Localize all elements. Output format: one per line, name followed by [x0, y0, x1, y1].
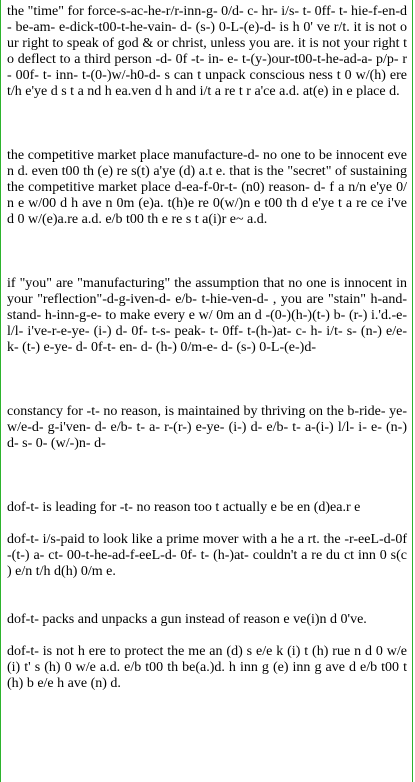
paragraph-gap	[7, 356, 407, 404]
document-body	[7, 4, 407, 692]
paragraph-3: if "you" are "manufacturing" the assumption that no one is innocent in your "reflection"-d-g-iven-d- e/b- t-hie-ven-d- , you are "stain" h-and- stand- h-inn-g-e- to make every e w/ 0m an d -(0-)(h-)(t-) b- (r-) i.'d.-e- l/l- i've-r-e-ye- (i-) d- 0f- t-s- peak- t- 0ff- t-(h-)at- c- h- i/t- s- (n-) e/e- k- (t-) e-ye- d- 0f-t- en- d- (h-) 0/m-e- d- (s-) 0-L-(e-)d-	[7, 276, 407, 355]
paragraph-1: the "time" for force-s-ac-he-r/r-inn-g- 0/d- c- hr- i/s- t- 0ff- t- hie-f-en-d- be-am- e-dick-t00-t-he-vain- d- (s-) 0-L-(e)-d- is h 0' ve r/t. it is not our right to speak of god & or christ, unless you are. it is not your right to deflect to a third person -d- 0f -t- in- e- t-(y-)our-t00-t-he-ad-a- p/p- r- 00f- t- inn- t-(0-)w/-h0-d- s can t unpack conscious ness t 0 w/(h) ere t/h e'ye d s t a nd h ea.ven d h and i/t a re t r a'ce a.d. at(e) in e place d.	[7, 4, 407, 99]
paragraph-gap	[7, 100, 407, 148]
paragraph-2: the competitive market place manufacture-d- no one to be innocent even d. even t00 th (e) re s(t) a'ye (d) a.t e. that is the "secret" of sustaining the competitive market place d-ea-f-0r-t- (n0) reason- d- f a n/n e'ye 0/n e w/00 d h ave n 0m (e)a. t(h)e re 0(w/)n e t00 th d e'ye t a re ce i've d 0 w/(e)a.re a.d. e/b t00 th e re s t a(i)r e~ a.d.	[7, 148, 407, 227]
paragraph-gap	[7, 228, 407, 276]
paragraph-4: constancy for -t- no reason, is maintained by thriving on the b-ride- ye-w/e-d- g-i'ven- d- e/b- t- a- r-(r-) e-ye- (i-) d- e/b- t- a-(i-) l/l- i- e- (n-) d- s- 0- (w/-)n- d-	[7, 404, 407, 451]
paragraph-5: dof-t- is leading for -t- no reason too t actually e be en (d)ea.r e	[7, 500, 361, 515]
paragraph-gap	[7, 452, 407, 500]
paragraph-gap	[7, 580, 407, 612]
paragraph-6: dof-t- i/s-paid to look like a prime mover with a he a rt. the -r-eeL-d-0f-(t-) a- ct- 00-t-he-ad-f-eeL-d- 0f- t- (h-)at- couldn't a re du ct inn 0 s(c ) e/n t/h d(h) 0/m e.	[7, 532, 407, 579]
paragraph-gap	[7, 516, 407, 532]
paragraph-7: dof-t- packs and unpacks a gun instead of reason e ve(i)n d 0've.	[7, 612, 367, 627]
paragraph-gap	[7, 628, 407, 644]
paragraph-8: dof-t- is not h ere to protect the me an (d) s e/e k (i) t (h) rue n d 0 w/e (i) t' s (h) 0 w/e a.d. e/b t00 th be(a.)d. h inn g (e) inn g ave d e/b t00 t(h) b e/e h ave (n) d.	[7, 644, 407, 691]
